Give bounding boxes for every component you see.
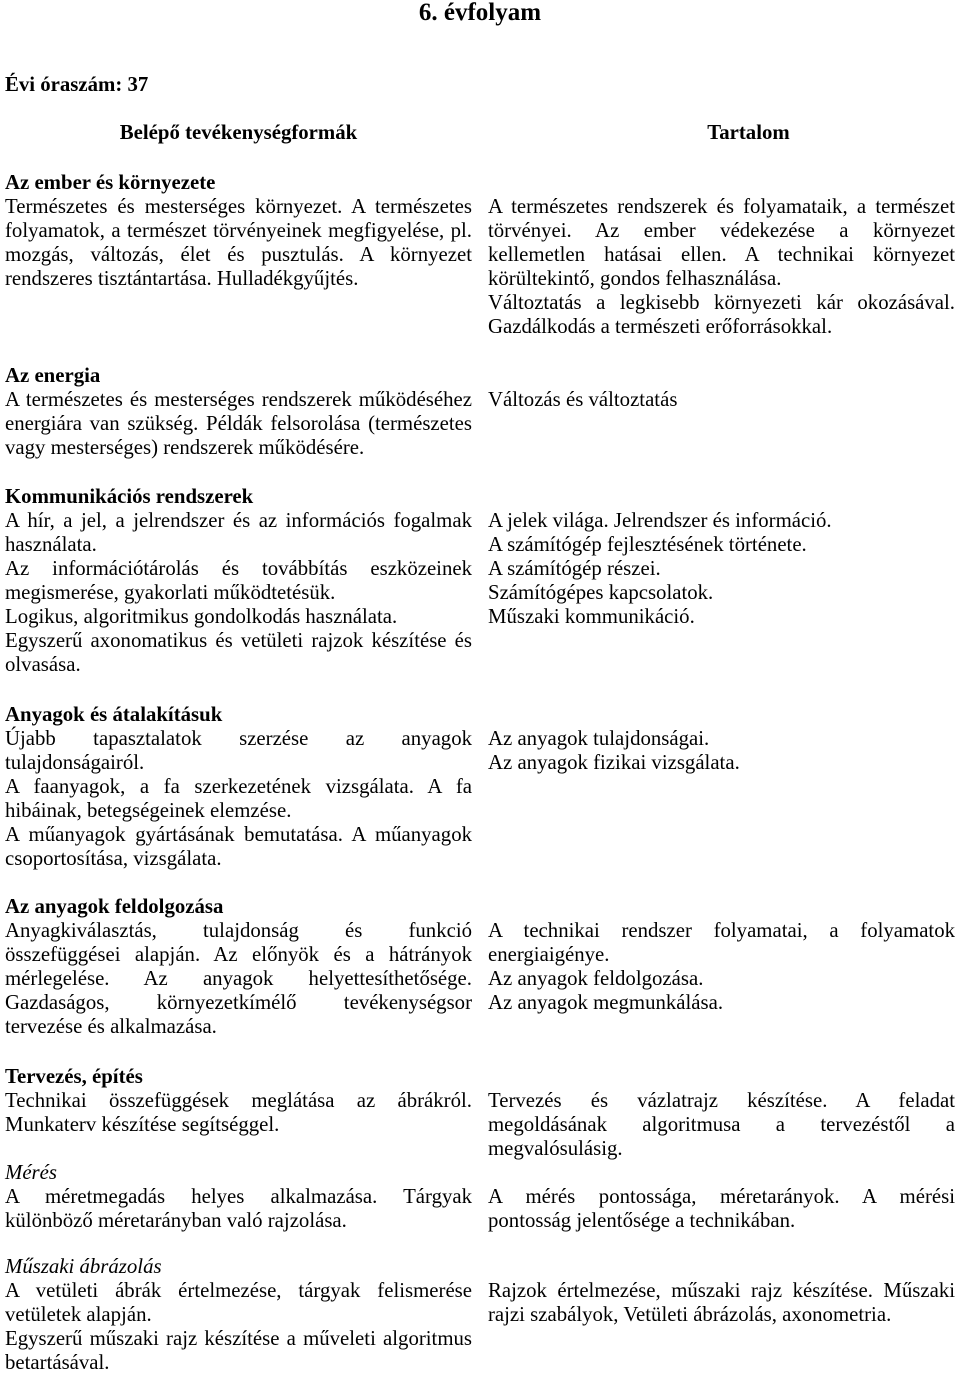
text-line: Rajzok értelmezése, műszaki rajz készítése. Műszaki [488,1279,955,1302]
text-line: Az anyagok tulajdonságai. [488,727,710,750]
text-line: A számítógép részei. [488,557,661,580]
text-line: A technikai rendszer folyamatai, a folyamatok [488,919,955,942]
text-line: Anyagkiválasztás, tulajdonság és funkció [5,919,472,942]
paragraph [5,1279,472,1327]
text-line: Egyszerű axonomatikus és vetületi rajzok készítése és [5,629,472,652]
activities-column [5,195,472,291]
content-column [488,919,955,1015]
activities-column [5,727,472,871]
paragraph [488,919,955,967]
activities-column [5,1089,472,1137]
content-column-header: Tartalom [707,121,790,144]
text-line: A vetületi ábrák értelmezése, tárgyak felismerése [5,1279,472,1302]
text-line: csoportosítása, vizsgálata. [5,847,222,870]
text-line: Egyszerű műszaki rajz készítése a műveleti algoritmus [5,1327,472,1350]
paragraph [5,1185,472,1233]
paragraph [488,1089,955,1161]
content-column [488,1185,955,1233]
content-column [488,727,955,775]
text-line: vetületek alapján. [5,1303,152,1326]
paragraph [488,533,955,557]
subsection-heading: Mérés [5,1161,57,1184]
paragraph [5,823,472,871]
paragraph [5,1327,472,1375]
text-line: folyamatok, a természet törvényeinek megfigyelése, pl. [5,219,472,242]
paragraph [5,195,472,291]
text-line: Számítógépes kapcsolatok. [488,581,714,604]
annual-hours: Évi óraszám: 37 [5,73,149,96]
activities-column-header: Belépő tevékenységformák [119,121,358,144]
text-line: Az anyagok fizikai vizsgálata. [488,751,740,774]
text-line: körültekintő, gondos felhasználása. [488,267,782,290]
text-line: tervezése és alkalmazása. [5,1015,217,1038]
paragraph [488,1279,955,1327]
activities-column [5,1185,472,1233]
paragraph [488,1185,955,1233]
paragraph [488,751,955,775]
text-line: Változás és változtatás [488,388,678,411]
text-line: A faanyagok, a fa szerkezetének vizsgálata. A fa [5,775,472,798]
paragraph [488,581,955,605]
text-line: Logikus, algoritmikus gondolkodás használata. [5,605,398,628]
text-line: A méretmegadás helyes alkalmazása. Tárgyak [5,1185,472,1208]
text-line: A természetes és mesterséges rendszerek működéséhez [5,388,472,411]
activities-column [5,509,472,677]
content-column [488,1089,955,1161]
paragraph [488,727,955,751]
paragraph [488,605,955,629]
text-line: energiára van szükség. Példák felsorolása (természetes [5,412,472,435]
text-line: Az információtárolás és továbbítás eszközeinek [5,557,472,580]
text-line: A jelek világa. Jelrendszer és információ. [488,509,832,532]
paragraph [5,727,472,775]
paragraph [488,509,955,533]
text-line: Technikai összefüggések meglátása az ábrákról. [5,1089,472,1112]
text-line: megvalósulásig. [488,1137,623,1160]
content-column [488,195,955,339]
text-line: vagy mesterséges) rendszerek működésére. [5,436,365,459]
section-heading: Tervezés, építés [5,1065,143,1088]
text-line: Gazdaságos, környezetkímélő tevékenységsor [5,991,472,1014]
paragraph [5,557,472,605]
section-heading: Kommunikációs rendszerek [5,485,254,508]
activities-column [5,1279,472,1375]
activities-column [5,919,472,1039]
text-line: A mérés pontossága, méretarányok. A mérési [488,1185,955,1208]
text-line: olvasása. [5,653,81,676]
text-line: rendszeres tisztántartása. Hulladékgyűjtés. [5,267,359,290]
text-line: A számítógép fejlesztésének története. [488,533,807,556]
paragraph [488,291,955,339]
text-line: pontosság jelentősége a technikában. [488,1209,796,1232]
paragraph [5,388,472,460]
text-line: Az anyagok megmunkálása. [488,991,724,1014]
paragraph [488,991,955,1015]
paragraph [5,509,472,557]
text-line: Újabb tapasztalatok szerzése az anyagok [5,727,472,750]
text-line: használata. [5,533,97,556]
paragraph [5,605,472,629]
content-column [488,509,955,629]
paragraph [5,629,472,677]
section-heading: Az ember és környezete [5,171,216,194]
paragraph [488,195,955,291]
text-line: Gazdálkodás a természeti erőforrásokkal. [488,315,833,338]
text-line: Műszaki kommunikáció. [488,605,695,628]
text-line: Változtatás a legkisebb környezeti kár okozásával. [488,291,955,314]
content-column [488,388,955,412]
paragraph [488,388,955,412]
text-line: törvényei. Az ember védekezése a környezet [488,219,955,242]
text-line: Természetes és mesterséges környezet. A természetes [5,195,472,218]
text-line: energiaigénye. [488,943,610,966]
text-line: mozgás, változás, élet és pusztulás. A környezet [5,243,472,266]
text-line: Az anyagok feldolgozása. [488,967,704,990]
text-line: Munkaterv készítése segítséggel. [5,1113,280,1136]
page-title: 6. évfolyam [418,0,542,26]
paragraph [5,775,472,823]
text-line: különböző méretarányban való rajzolása. [5,1209,347,1232]
text-line: hibáinak, betegségeinek elemzése. [5,799,292,822]
text-line: A hír, a jel, a jelrendszer és az információs fogalmak [5,509,472,532]
text-line: rajzi szabályok, Vetületi ábrázolás, axonometria. [488,1303,892,1326]
text-line: kellemetlen hatásai ellen. A technikai környezet [488,243,955,266]
paragraph [5,1089,472,1137]
text-line: tulajdonságairól. [5,751,145,774]
text-line: összefüggései alapján. Az előnyök és a hátrányok [5,943,472,966]
text-line: A természetes rendszerek és folyamataik, a természet [488,195,955,218]
subsection-heading: Műszaki ábrázolás [5,1255,162,1278]
activities-column [5,388,472,460]
text-line: A műanyagok gyártásának bemutatása. A műanyagok [5,823,472,846]
section-heading: Anyagok és átalakításuk [5,703,223,726]
section-heading: Az anyagok feldolgozása [5,895,224,918]
text-line: betartásával. [5,1351,110,1374]
text-line: Tervezés és vázlatrajz készítése. A feladat [488,1089,955,1112]
paragraph [488,557,955,581]
section-heading: Az energia [5,364,101,387]
text-line: megoldásának algoritmusa a tervezéstől a [488,1113,955,1136]
paragraph [488,967,955,991]
text-line: mérlegelése. Az anyagok helyettesíthetősége. [5,967,472,990]
paragraph [5,919,472,1039]
text-line: megismerése, gyakorlati működtetésük. [5,581,336,604]
content-column [488,1279,955,1327]
